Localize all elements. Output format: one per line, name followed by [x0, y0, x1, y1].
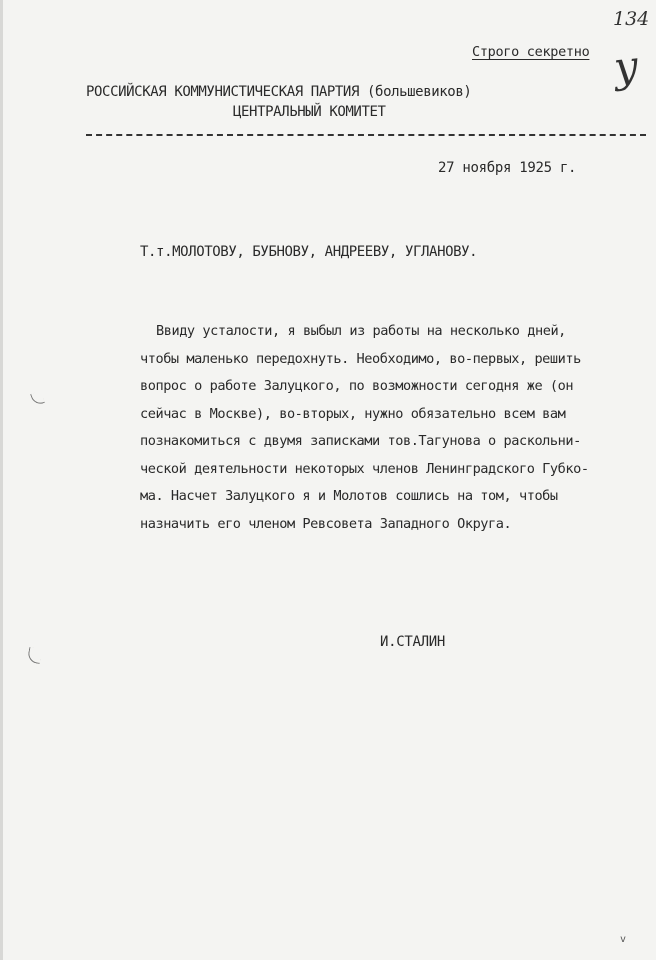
signature: И.СТАЛИН — [380, 634, 446, 650]
addressees: Т.т.МОЛОТОВУ, БУБНОВУ, АНДРЕЕВУ, УГЛАНОВУ. — [140, 244, 478, 260]
organization-name: РОССИЙСКАЯ КОММУНИСТИЧЕСКАЯ ПАРТИЯ (большевиков) — [86, 84, 472, 100]
header-divider — [86, 134, 646, 136]
body-line: чтобы маленько передохнуть. Необходимо, во-первых, решить — [140, 350, 581, 367]
body-line: ческой деятельности некоторых членов Ленинградского Губко- — [140, 460, 589, 477]
body-line: Ввиду усталости, я выбыл из работы на несколько дней, — [156, 323, 566, 339]
body-line: назначить его членом Ревсовета Западного Округа. — [140, 515, 512, 532]
corner-check-mark: v — [620, 934, 627, 945]
scan-edge — [0, 0, 3, 960]
body-line: ма. Насчет Залуцкого я и Молотов сошлись на том, чтобы — [140, 488, 558, 504]
handwritten-mark: у — [611, 40, 641, 93]
body-line: вопрос о работе Залуцкого, по возможности сегодня же (он — [140, 378, 574, 394]
page-number: 134 — [613, 8, 650, 30]
classification-stamp: Строго секретно — [472, 44, 590, 60]
hole-punch-mark — [30, 391, 45, 407]
letter-date: 27 ноября 1925 г. — [438, 160, 577, 176]
body-line: сейчас в Москве), во-вторых, нужно обязательно всем вам — [140, 405, 566, 422]
letter-body — [140, 318, 645, 538]
body-line: познакомиться с двумя записками тов.Тагунова о раскольни- — [140, 433, 581, 449]
committee-name: ЦЕНТРАЛЬНЫЙ КОМИТЕТ — [233, 104, 386, 120]
hole-punch-mark — [27, 647, 42, 664]
